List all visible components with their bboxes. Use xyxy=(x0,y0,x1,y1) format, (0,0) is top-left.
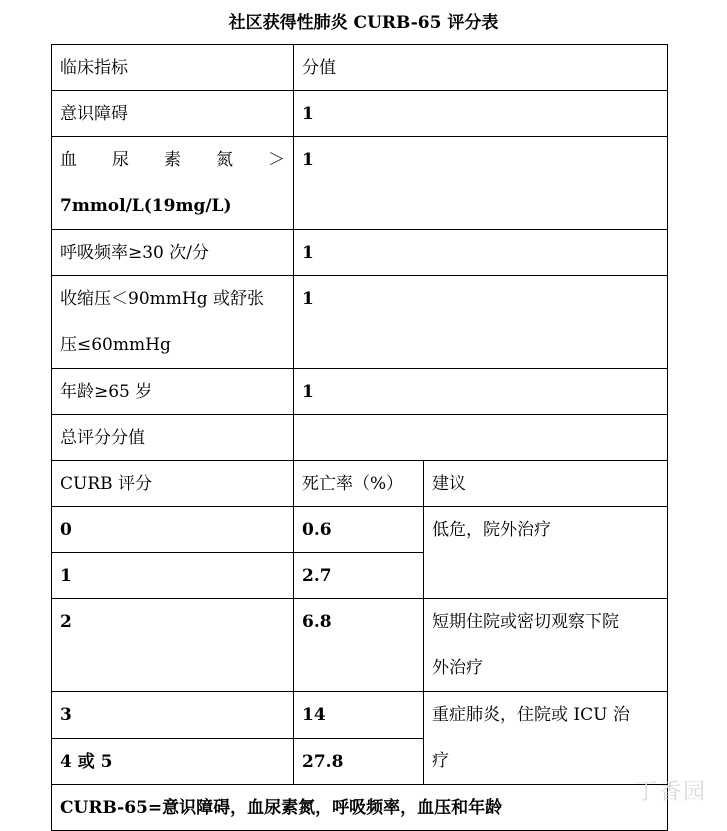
watermark-logo: 丁香园 xyxy=(634,780,707,805)
curb-score-cell: 1 xyxy=(52,553,294,599)
curb-score-cell: 2 xyxy=(52,599,294,692)
table-row xyxy=(52,137,668,230)
header-row xyxy=(52,45,668,91)
footer-note: CURB-65=意识障碍，血尿素氮，呼吸频率，血压和年龄 xyxy=(52,785,668,831)
table-row xyxy=(52,692,668,739)
mortality-cell: 0.6 xyxy=(294,507,424,553)
mortality-cell: 2.7 xyxy=(294,553,424,599)
curb-score-cell: 0 xyxy=(52,507,294,553)
header-score: 分值 xyxy=(294,45,668,91)
table-row xyxy=(52,369,668,415)
mortality-cell: 14 xyxy=(294,692,424,739)
indicator-respiratory-rate: 呼吸频率≥30 次/分 xyxy=(52,230,294,276)
score-cell xyxy=(294,415,668,461)
risk-header-row xyxy=(52,461,668,507)
score-cell: 1 xyxy=(294,369,668,415)
risk-header-advice: 建议 xyxy=(424,461,668,507)
risk-header-curb: CURB 评分 xyxy=(52,461,294,507)
indicator-bun: 血 尿 素 氮 ＞ 7mmol/L(19mg/L) xyxy=(52,137,294,230)
indicator-consciousness: 意识障碍 xyxy=(52,91,294,137)
score-cell: 1 xyxy=(294,230,668,276)
mortality-cell: 27.8 xyxy=(294,738,424,785)
table-row xyxy=(52,507,668,553)
score-cell: 1 xyxy=(294,91,668,137)
advice-high: 重症肺炎，住院或 ICU 治 疗 xyxy=(424,692,668,785)
score-cell: 1 xyxy=(294,276,668,369)
risk-header-mortality: 死亡率（%） xyxy=(294,461,424,507)
table-row xyxy=(52,415,668,461)
header-indicator: 临床指标 xyxy=(52,45,294,91)
table-row xyxy=(52,276,668,369)
advice-mid: 短期住院或密切观察下院 外治疗 xyxy=(424,599,668,692)
advice-low: 低危，院外治疗 xyxy=(424,507,668,599)
table-row xyxy=(52,599,668,692)
curb-score-cell: 3 xyxy=(52,692,294,739)
curb65-table xyxy=(51,44,668,831)
table-row xyxy=(52,91,668,137)
score-cell: 1 xyxy=(294,137,668,230)
table-row xyxy=(52,230,668,276)
mortality-cell: 6.8 xyxy=(294,599,424,692)
indicator-age: 年龄≥65 岁 xyxy=(52,369,294,415)
curb-score-cell: 4 或 5 xyxy=(52,738,294,785)
indicator-blood-pressure: 收缩压＜90mmHg 或舒张 压≤60mmHg xyxy=(52,276,294,369)
table-title: 社区获得性肺炎 CURB-65 评分表 xyxy=(228,13,499,33)
indicator-total: 总评分分值 xyxy=(52,415,294,461)
